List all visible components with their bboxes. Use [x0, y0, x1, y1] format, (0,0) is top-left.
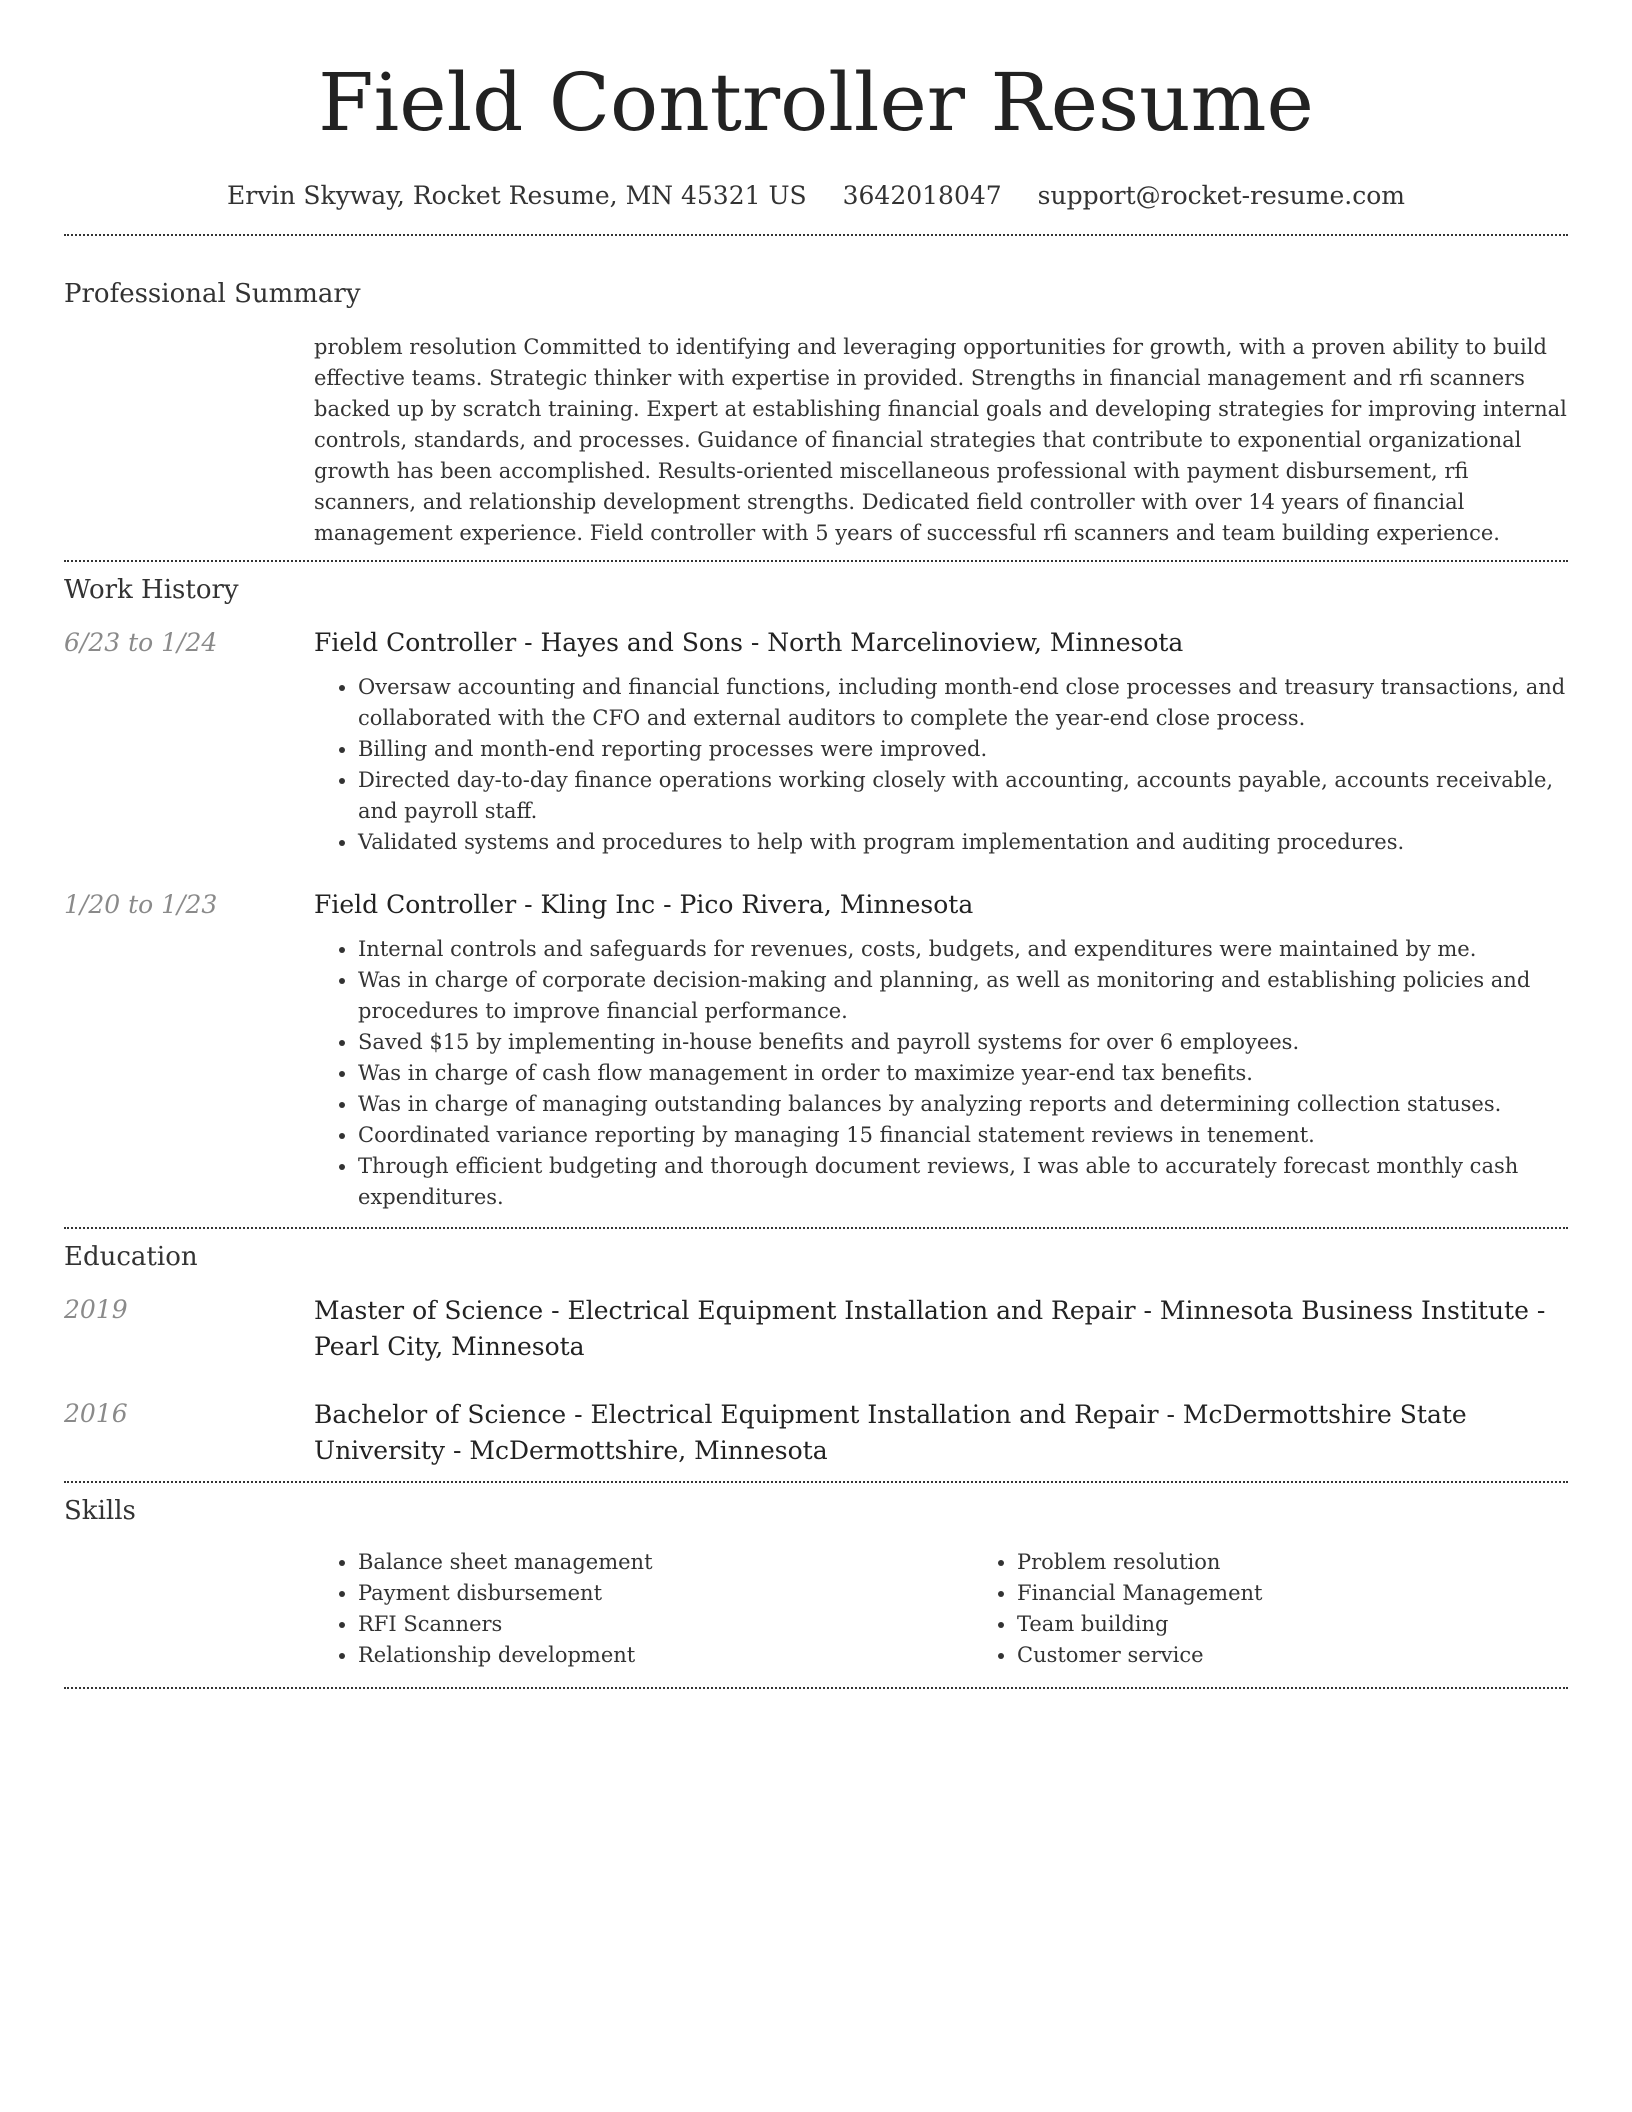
list-item: • Billing and month-end reporting processes were improved. [358, 734, 1568, 765]
job-entry [64, 626, 1568, 858]
divider [64, 1481, 1568, 1483]
address: Ervin Skyway, Rocket Resume, MN 45321 US [227, 181, 807, 210]
email[interactable]: support@rocket-resume.com [1037, 181, 1405, 210]
list-item: • Oversaw accounting and financial functions, including month-end close processes and treasury transactions, and collaborated with the CFO and external auditors to complete the year-end close process. [358, 672, 1568, 734]
list-item: • Saved $15 by implementing in-house benefits and payroll systems for over 6 employees. [358, 1027, 1568, 1058]
skills-list-right [973, 1547, 1632, 1671]
education-title: Bachelor of Science - Electrical Equipment Installation and Repair - McDermottshire State University - McDermottshire, Minnesota [314, 1400, 1467, 1465]
divider [64, 1227, 1568, 1229]
skill-item: • Relationship development [358, 1640, 973, 1671]
section-heading-work: Work History [64, 575, 239, 605]
section-heading-education: Education [64, 1242, 198, 1272]
job-dates: 1/20 to 1/23 [64, 890, 218, 919]
resume-page [64, 0, 1568, 1689]
list-item: • Directed day-to-day finance operations working closely with accounting, accounts payable, accounts receivable, and payroll staff. [358, 765, 1568, 827]
education-entry [64, 1293, 1568, 1365]
contact-line [64, 178, 1568, 214]
section-heading-skills: Skills [64, 1496, 136, 1526]
summary-text: problem resolution Committed to identifying and leveraging opportunities for growth, with a proven ability to build effective teams. Strategic thinker with expertise in provided. Strengths in financial management and rfi scanners backed up by scratch training. Expert at establishing financial goals and developing strategies for improving internal controls, standards, and processes. Guidance of financial strategies that contribute to exponential organizational growth has been accomplished. Results-oriented miscellaneous professional with payment disbursement, rfi scanners, and relationship development strengths. Dedicated field controller with over 14 years of financial management experience. Field controller with 5 years of successful rfi scanners and team building experience. [314, 335, 1567, 545]
skill-item: • RFI Scanners [358, 1609, 973, 1640]
divider [64, 1687, 1568, 1689]
skill-item: • Payment disbursement [358, 1578, 973, 1609]
list-item: • Was in charge of cash flow management in order to maximize year-end tax benefits. [358, 1058, 1568, 1089]
education-entry [64, 1397, 1568, 1469]
skills-grid [314, 1547, 1632, 1671]
list-item: • Through efficient budgeting and thorough document reviews, I was able to accurately forecast monthly cash expenditures. [358, 1151, 1568, 1213]
resume-title: Field Controller Resume [318, 56, 1314, 149]
education-title: Master of Science - Electrical Equipment Installation and Repair - Minnesota Business Institute - Pearl City, Minnesota [314, 1296, 1546, 1361]
skills-list-left [314, 1547, 973, 1671]
job-dates: 6/23 to 1/24 [64, 628, 218, 657]
job-title: Field Controller - Hayes and Sons - North Marcelinoview, Minnesota [314, 628, 1184, 657]
summary-row [64, 332, 1568, 549]
divider [64, 560, 1568, 562]
skill-item: • Financial Management [1017, 1578, 1632, 1609]
skills-row [64, 1547, 1568, 1671]
skill-item: • Problem resolution [1017, 1547, 1632, 1578]
skill-item: • Customer service [1017, 1640, 1632, 1671]
list-item: • Internal controls and safeguards for revenues, costs, budgets, and expenditures were maintained by me. [358, 934, 1568, 965]
list-item: • Validated systems and procedures to help with program implementation and auditing procedures. [358, 827, 1568, 858]
job-bullets [314, 934, 1568, 1213]
section-heading-summary: Professional Summary [64, 279, 361, 309]
job-bullets [314, 672, 1568, 858]
job-entry [64, 888, 1568, 1213]
phone: 3642018047 [842, 181, 1002, 210]
divider [64, 234, 1568, 236]
education-year: 2016 [64, 1399, 128, 1428]
skill-item: • Balance sheet management [358, 1547, 973, 1578]
job-title: Field Controller - Kling Inc - Pico Rivera, Minnesota [314, 890, 974, 919]
list-item: • Was in charge of corporate decision-making and planning, as well as monitoring and establishing policies and procedures to improve financial performance. [358, 965, 1568, 1027]
list-item: • Was in charge of managing outstanding balances by analyzing reports and determining collection statuses. [358, 1089, 1568, 1120]
education-year: 2019 [64, 1295, 128, 1324]
list-item: • Coordinated variance reporting by managing 15 financial statement reviews in tenement. [358, 1120, 1568, 1151]
skill-item: • Team building [1017, 1609, 1632, 1640]
